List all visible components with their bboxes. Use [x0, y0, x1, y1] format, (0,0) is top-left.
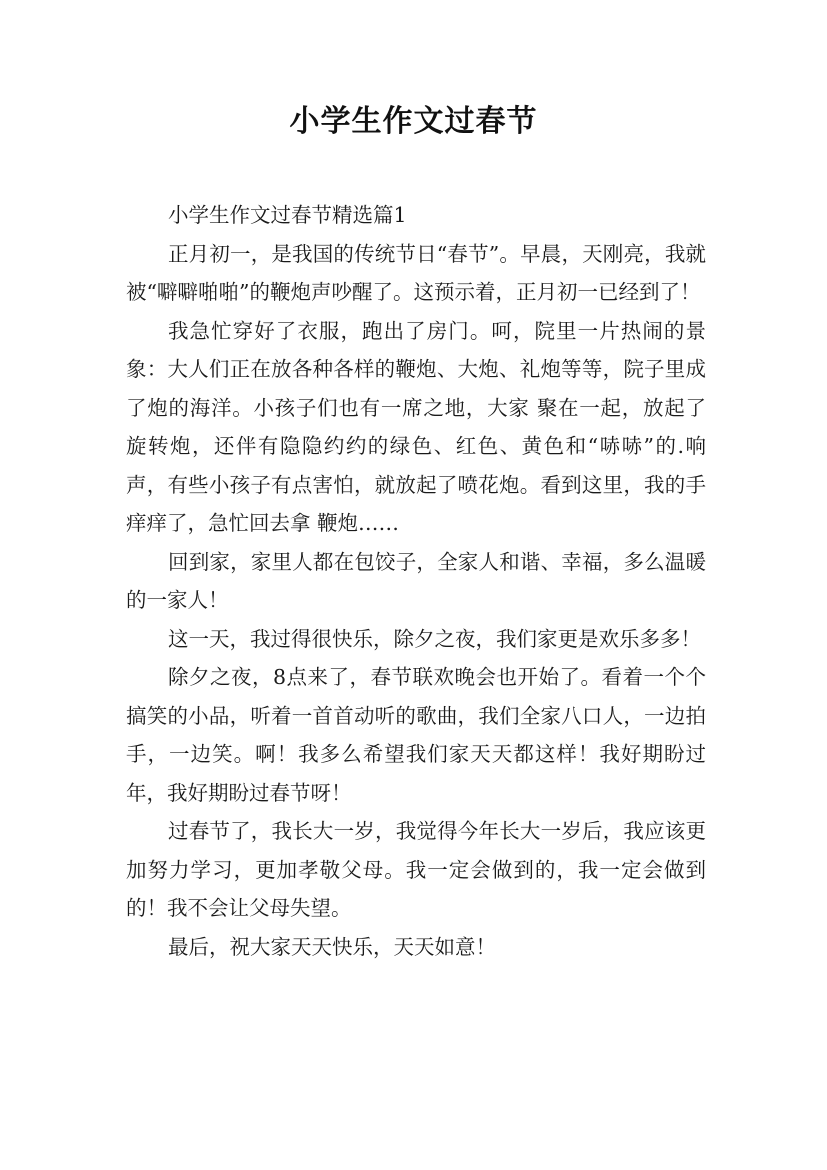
document-subtitle: 小学生作文过春节精选篇1: [168, 203, 407, 227]
paragraph-4: 这一天，我过得很快乐，除夕之夜，我们家更是欢乐多多！: [168, 626, 701, 651]
paragraph-7: 最后，祝大家天天快乐，天天如意！: [168, 934, 496, 959]
document-title: 小学生作文过春节: [289, 104, 538, 139]
paragraph-2: 我急忙穿好了衣服，跑出了房门。呵，院里一片热闹的景象：大人们正在放各种各样的鞭炮、大炮、礼炮等等，院子里成了炮的海洋。小孩子们也有一席之地，大家 聚在一起，放起了旋转炮，还伴有隐隐约约的绿色、红色、黄色和“哧哧”的.响声，有些小孩子有点害怕，就放起了喷花炮。看到这里，我的手痒痒了，急忙回去拿 鞭炮……: [126, 318, 706, 535]
paragraph-1: 正月初一，是我国的传统节日“春节”。早晨，天刚亮，我就被“噼噼啪啪”的鞭炮声吵醒了。这预示着，正月初一已经到了！: [126, 241, 706, 304]
paragraph-6: 过春节了，我长大一岁，我觉得今年长大一岁后，我应该更加努力学习，更加孝敬父母。我一定会做到的，我一定会做到的！我不会让父母失望。: [126, 819, 706, 920]
document-body: [126, 196, 706, 966]
paragraph-3: 回到家，家里人都在包饺子，全家人和谐、幸福，多么温暖的一家人！: [126, 549, 706, 612]
paragraph-5: 除夕之夜，8点来了，春节联欢晚会也开始了。看着一个个搞笑的小品，听着一首首动听的歌曲，我们全家八口人，一边拍手，一边笑。啊！我多么希望我们家天天都这样！我好期盼过年，我好期盼过春节呀！: [126, 665, 706, 805]
